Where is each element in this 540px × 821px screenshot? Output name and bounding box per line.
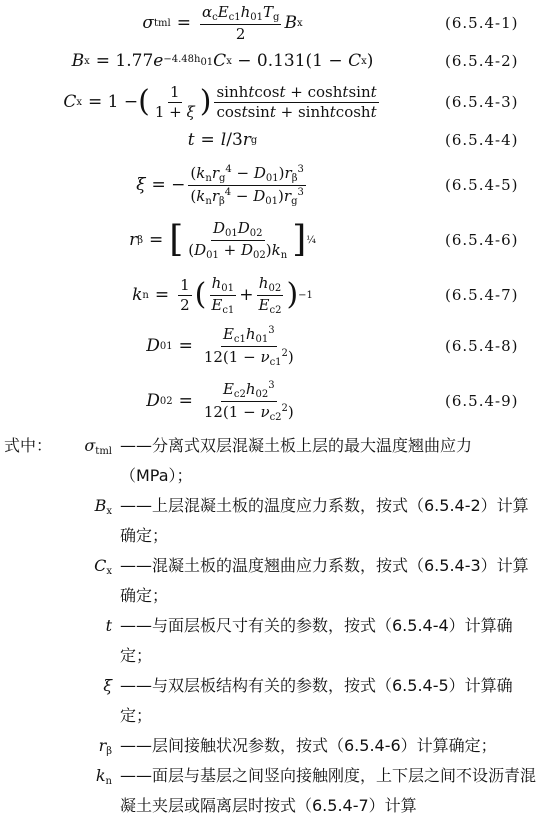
definition-text: ——面层与基层之间竖向接触刚度，上下层之间不设沥青混凝土夹层或隔离层时按式（6.5.4-7）计算 <box>120 766 537 815</box>
symbol: $\sigma_{tml}$ <box>84 436 112 457</box>
equation-6-5-4-2 <box>0 44 540 78</box>
equation-number: (6.5.4-1) <box>445 14 519 32</box>
where-lead: 式中： <box>4 436 53 455</box>
symbol: $r_\beta$ <box>98 736 112 757</box>
formula: t = l /3 r g <box>187 130 258 150</box>
definition-text: ——与双层板结构有关的参数，按式（6.5.4-5）计算确定； <box>120 676 513 725</box>
definition-r-beta <box>0 731 540 761</box>
formula: k n = $\frac{1}{2}$ ( $\frac{h_{01}}{E_{c1}}$ + $\frac{h_{02}}{E_{c2}}$ ) −1 <box>132 273 313 316</box>
symbol: t <box>105 616 112 635</box>
definition-cx <box>0 551 540 611</box>
equation-6-5-4-8 <box>0 323 540 369</box>
equation-number: (6.5.4-8) <box>445 337 519 355</box>
formula: r β = [ $\frac{D_{01}D_{02}}{(D_{01} + D_{02})k_n}$ ] ¼ <box>129 218 316 261</box>
definition-text: ——上层混凝土板的温度应力系数，按式（6.5.4-2）计算确定； <box>120 496 529 545</box>
formula: C x = 1 − ( $\frac{1}{1 + \xi}$ ) $\frac{\text{sinhtcost + coshtsint}}{\text{costsint + sinhtcosht}}$ <box>63 83 377 121</box>
definition-t <box>0 611 540 671</box>
equation-number: (6.5.4-7) <box>445 286 519 304</box>
formula: σ tml = $\frac{\alpha_cE_{c1}h_{01}T_g}{2}$ B x <box>142 2 303 43</box>
definition-text: ——分离式双层混凝土板上层的最大温度翘曲应力（MPa）； <box>120 436 473 485</box>
equation-6-5-4-7 <box>0 270 540 320</box>
definition-text: ——与面层板尺寸有关的参数，按式（6.5.4-4）计算确定； <box>120 616 513 665</box>
equation-number: (6.5.4-5) <box>445 176 519 194</box>
formula: ξ = − $\frac{(k_nr_g^4 - D_{01})r_\beta^3}{(k_nr_\beta^4 - D_{01})r_g^3}$ <box>136 163 304 207</box>
equation-number: (6.5.4-4) <box>445 131 519 149</box>
symbol-definitions <box>0 431 540 821</box>
equation-6-5-4-3 <box>0 80 540 124</box>
equation-6-5-4-6 <box>0 215 540 265</box>
equation-6-5-4-9 <box>0 378 540 424</box>
definition-bx <box>0 491 540 551</box>
symbol: ξ <box>103 676 112 695</box>
formula: B x = 1.77 e $-4.48h_{01}$ C x − 0.131(1 − C x ) <box>71 51 374 71</box>
equation-number: (6.5.4-9) <box>445 392 519 410</box>
definition-kn <box>0 761 540 821</box>
symbol: $B_x$ <box>94 496 112 517</box>
definition-sigma-tml <box>0 431 540 491</box>
equation-number: (6.5.4-3) <box>445 93 519 111</box>
equation-6-5-4-5 <box>0 160 540 210</box>
definition-text: ——混凝土板的温度翘曲应力系数，按式（6.5.4-3）计算确定； <box>120 556 529 605</box>
symbol: $k_n$ <box>95 766 112 787</box>
definition-xi <box>0 671 540 731</box>
equation-6-5-4-4 <box>0 125 540 155</box>
equation-number: (6.5.4-6) <box>445 231 519 249</box>
equation-6-5-4-1 <box>0 2 540 44</box>
equation-number: (6.5.4-2) <box>445 52 519 70</box>
symbol: $C_x$ <box>94 556 112 577</box>
formula: D 01 = $\frac{E_{c1}h_{01}^3}{12(1 - \nu_{c1}^2)}$ <box>146 324 294 368</box>
formula: D 02 = $\frac{E_{c2}h_{02}^3}{12(1 - \nu_{c2}^2)}$ <box>146 379 294 423</box>
definition-text: ——层间接触状况参数，按式（6.5.4-6）计算确定； <box>120 736 497 755</box>
